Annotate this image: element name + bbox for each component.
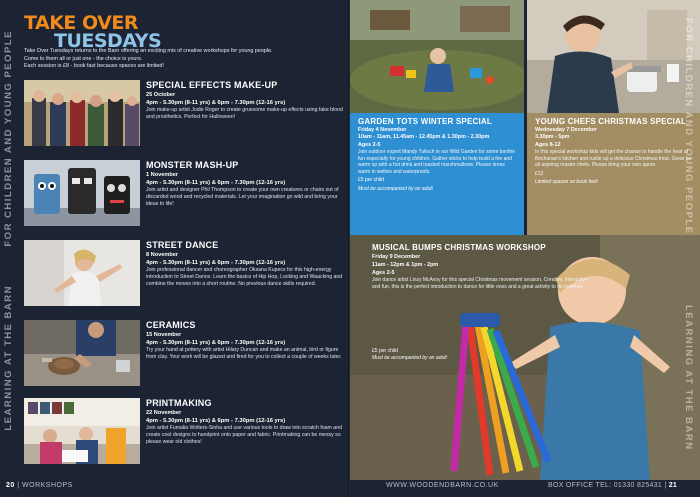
event-info [146,398,346,446]
event-photo [24,160,140,226]
footer-section: WORKSHOPS [22,482,73,489]
page-title [24,14,161,50]
event-photo [24,240,140,306]
event-printmaking [24,398,344,463]
right-side-labels [683,0,699,480]
intro-line: Come to them all or just one - the choice is yours. [24,55,143,62]
event-street-dance [24,240,344,305]
event-date: 25 October [146,92,176,98]
makeup-group-photo [24,80,140,146]
event-info [146,160,346,208]
event-date: 1 November [146,172,179,178]
dancer-photo [24,240,140,306]
event-times: 4pm - 5.30pm (8-11 yrs) & 6pm - 7.30pm (12-16 yrs) [146,418,286,424]
event-times: 4pm - 5.30pm (8-11 yrs) & 6pm - 7.30pm (12-16 yrs) [146,100,286,106]
event-ceramics [24,320,344,385]
side-label-children: FOR CHILDREN AND YOUNG PEOPLE [683,18,694,235]
musical-bumps-info [372,243,592,290]
side-label-learning: LEARNING AT THE BARN [3,285,14,431]
intro-line: Each session is £8 - book fast because spaces are limited! [24,63,164,70]
event-date: Friday 4 November [358,126,407,133]
right-footer [350,480,700,497]
young-chef-photo [527,0,700,113]
boy-cooking-image [527,0,700,113]
event-title: YOUNG CHEFS CHRISTMAS SPECIAL [535,117,687,126]
left-footer [6,482,73,489]
event-special-effects [24,80,344,145]
event-note: Must be accompanied by an adult [372,354,447,361]
right-page [350,0,700,497]
event-title: MUSICAL BUMPS CHRISTMAS WORKSHOP [372,243,546,252]
event-price: £5 per child [358,177,384,183]
event-price: £12 [535,170,544,177]
event-ages: Ages 2-5 [358,141,381,148]
event-info [146,320,346,361]
event-photo [24,80,140,146]
event-title: GARDEN TOTS WINTER SPECIAL [358,117,492,126]
event-date: 22 November [146,410,182,416]
event-description: Join outdoor expert Mandy Tulloch in our Wild Garden for some bonfire fun especially for young children. Gather sticks to help build a fire and warm up with a hot drink and toasted marshmallows. Please dress warm in wellies and waterproofs. [358,149,516,175]
event-title: MONSTER MASH-UP [146,160,239,170]
garden-tots-photo [350,0,524,113]
page-number-left: 20 [6,482,15,489]
title-tuesdays: TUESDAYS [54,30,162,52]
garden-tots-box [350,113,524,235]
event-info [146,240,346,288]
intro-line: Take Over Tuesdays returns to the Barn offering an exciting mix of creative workshops for young people. [24,48,273,54]
event-description: Join artist and designer Phil Thompson to create your own creatures or chairs out of discarded wood and recycled materials. Let your imagination go wild and bring your ideas to life! [146,187,339,207]
event-ages: Ages 2-5 [372,270,395,276]
event-description: Join dance artist Linzy McAvoy for this special Christmas movement session. Creative, interactive and fun, this is the perfect introduction to dance for little ones and a great activity to do together. [372,277,588,290]
monster-figures-photo [24,160,140,226]
event-description: Try your hand at pottery with artist Hilary Duncan and make an animal, bird or figure from clay. Your work will be glazed and fired for you to collect a couple of weeks later. [146,347,342,360]
footer-divider: | [664,482,669,489]
event-times: 4pm - 5.30pm (8-11 yrs) & 6pm - 7.30pm (12-16 yrs) [146,180,286,186]
pottery-photo [24,320,140,386]
event-date: 15 November [146,332,182,338]
side-label-learning: LEARNING AT THE BARN [683,305,694,451]
toddlers-garden-image [350,0,524,113]
event-ages: Ages 8-12 [535,141,561,148]
event-date: 8 November [146,252,179,258]
title-take-over: TAKE OVER [24,12,138,34]
event-note: Limited spaces so book fast! [535,179,599,186]
event-photo [24,398,140,464]
event-title: SPECIAL EFFECTS MAKE-UP [146,80,278,90]
intro-text [24,48,340,71]
printmaking-photo [24,398,140,464]
event-description: Join make-up artist Jodie Roger to create gruesome make-up effects using fake blood and prosthetics. Perfect for Halloween! [146,107,343,120]
footer-divider: | [17,482,23,489]
event-times: 4pm - 5.30pm (8-11 yrs) & 6pm - 7.30pm (12-16 yrs) [146,260,286,266]
event-description: Join artist Fumalia Wolters-Sinha and use various tools to draw into scratch foam and create cool designs to handprint onto paper and fabric. Printmaking can be messy so please wear old clothes! [146,425,342,445]
side-label-children: FOR CHILDREN AND YOUNG PEOPLE [3,30,14,247]
event-description: In this special workshop kids will get the chance to handle the heat of Birchanan's kitchen and rustle up a delicious Christmas treat. Great for all aspiring master chefs. Please bring your own apron. [535,149,692,168]
event-times: 4pm - 5.30pm (8-11 yrs) & 6pm - 7.30pm (12-16 yrs) [146,340,286,346]
musical-bumps-section [350,235,700,480]
left-side-labels [3,0,19,480]
footer-box-office [548,482,677,489]
event-title: STREET DANCE [146,240,219,250]
event-date: Wednesday 7 December [535,126,597,133]
event-photo [24,320,140,386]
event-title: PRINTMAKING [146,398,212,408]
page-number-right: 21 [668,482,678,489]
musical-price-block [372,348,447,361]
event-date: Friday 9 December [372,254,421,260]
event-info [146,80,346,121]
event-description: Join professional dancer and choreographer Oksana Kupecs for this high-energy introduction to Street Dance. Learn the basics of Hip Hop, Locking and Waacking and combine the moves into a short routine. No previous dance skills required. [146,267,343,287]
box-office-phone: BOX OFFICE TEL: 01330 825431 [548,482,663,489]
event-times: 3.30pm - 5pm [535,134,570,140]
young-chefs-box [527,113,700,235]
event-times: 11am - 12pm & 1pm - 2pm [372,262,439,268]
event-title: CERAMICS [146,320,196,330]
event-price: £5 per child [372,348,398,354]
event-times: 10am - 11am, 11.45am - 12.45pm & 1.30pm - 2.30pm [358,134,490,140]
footer-website: WWW.WOODENDBARN.CO.UK [386,482,499,489]
event-note: Must be accompanied by an adult [358,185,433,192]
event-monster-mashup [24,160,344,225]
